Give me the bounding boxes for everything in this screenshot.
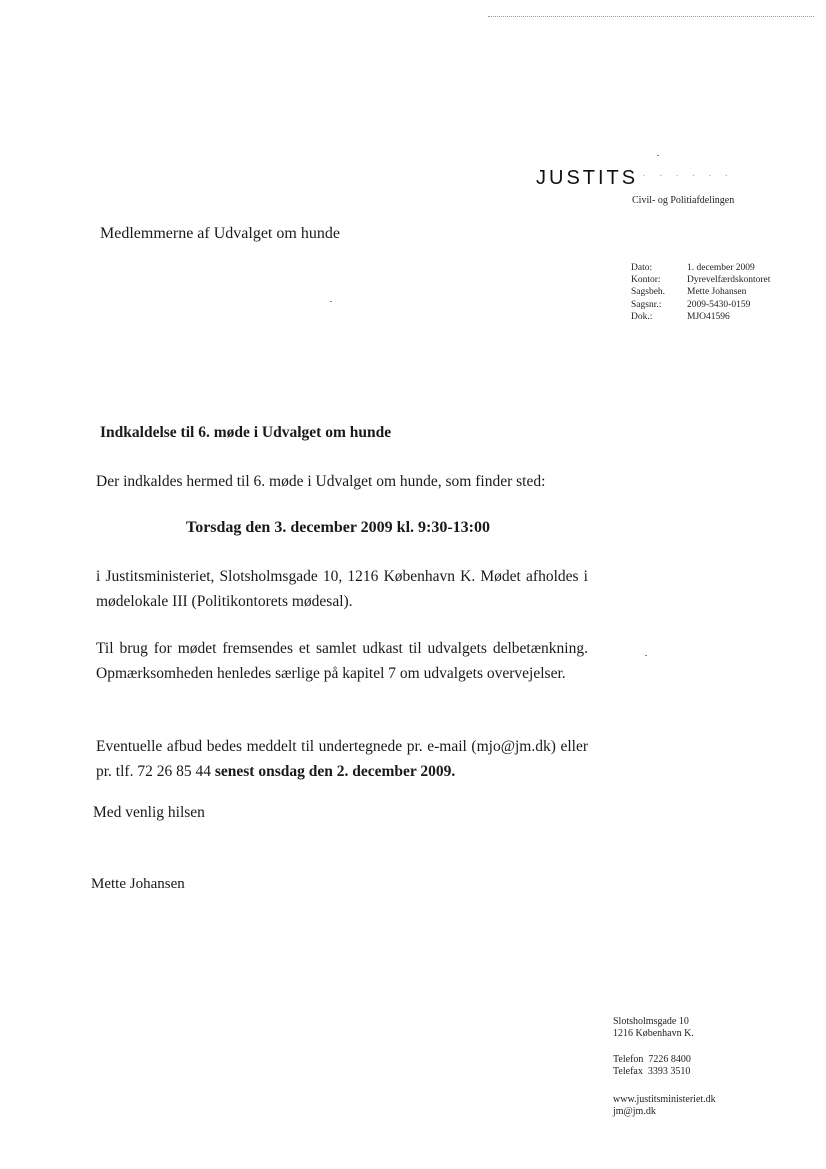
scan-speck <box>330 301 332 302</box>
meta-row-handler <box>631 286 770 298</box>
meta-value: Mette Johansen <box>687 287 747 298</box>
department-name: Civil- og Politiafdelingen <box>632 195 735 206</box>
cancellation-paragraph <box>96 735 588 784</box>
closing-line: Med venlig hilsen <box>93 804 205 821</box>
scan-top-dotted-line <box>488 16 814 17</box>
footer-city: 1216 København K. <box>613 1028 694 1039</box>
meta-label: Dok.: <box>631 311 653 322</box>
footer-street: Slotsholmsgade 10 <box>613 1016 689 1027</box>
meeting-datetime: Torsdag den 3. december 2009 kl. 9:30-13:00 <box>186 519 490 536</box>
meta-value: 2009-5430-0159 <box>687 299 751 310</box>
ministry-logo: JUSTITS <box>536 167 639 189</box>
footer-email: jm@jm.dk <box>613 1106 656 1117</box>
document-meta-block <box>631 262 770 323</box>
meta-label: Dato: <box>631 263 653 273</box>
footer-phone: Telefon 7226 8400 <box>613 1054 691 1065</box>
meta-value: Dyrevelfærdskontoret <box>687 275 771 286</box>
cancellation-text: Eventuelle afbud bedes meddelt til undertegnede pr. e-mail (mjo@jm.dk) eller pr. tlf. 72 26 85 44 <box>96 738 588 780</box>
meta-row-office <box>631 274 770 286</box>
meta-row-case-number <box>631 299 770 311</box>
footer-fax: Telefax 3393 3510 <box>613 1066 691 1077</box>
cancellation-deadline: senest onsdag den 2. december 2009. <box>214 762 456 780</box>
recipient-line: Medlemmerne af Udvalget om hunde <box>100 225 340 242</box>
letter-subject: Indkaldelse til 6. møde i Udvalget om hunde <box>100 424 392 441</box>
location-paragraph: i Justitsministeriet, Slotsholmsgade 10, 1216 København K. Mødet afholdes i mødelokale III (Politikontorets mødesal). <box>96 568 588 610</box>
footer-contact <box>613 1094 716 1118</box>
meta-value: MJO41596 <box>687 311 730 322</box>
footer-website: www.justitsministeriet.dk <box>613 1094 716 1105</box>
scan-speck <box>657 155 659 156</box>
meta-value: 1. december 2009 <box>687 263 755 273</box>
footer-phones <box>613 1054 691 1078</box>
scan-speck <box>645 655 647 656</box>
logo-scan-specks: · · · · · · · <box>626 170 734 182</box>
meta-label: Sagsbeh. <box>631 287 666 298</box>
meta-label: Sagsnr.: <box>631 299 662 310</box>
signer-name: Mette Johansen <box>91 876 185 892</box>
meta-row-document <box>631 311 770 323</box>
meta-row-date <box>631 262 770 274</box>
intro-paragraph: Der indkaldes hermed til 6. møde i Udvalget om hunde, som finder sted: <box>96 473 546 490</box>
draft-paragraph: Til brug for mødet fremsendes et samlet udkast til udvalgets delbetænkning. Opmærksomheden henledes særlige på kapitel 7 om udvalgets overvejelser. <box>96 640 588 682</box>
meta-label: Kontor: <box>631 275 661 286</box>
footer-address <box>613 1016 694 1040</box>
